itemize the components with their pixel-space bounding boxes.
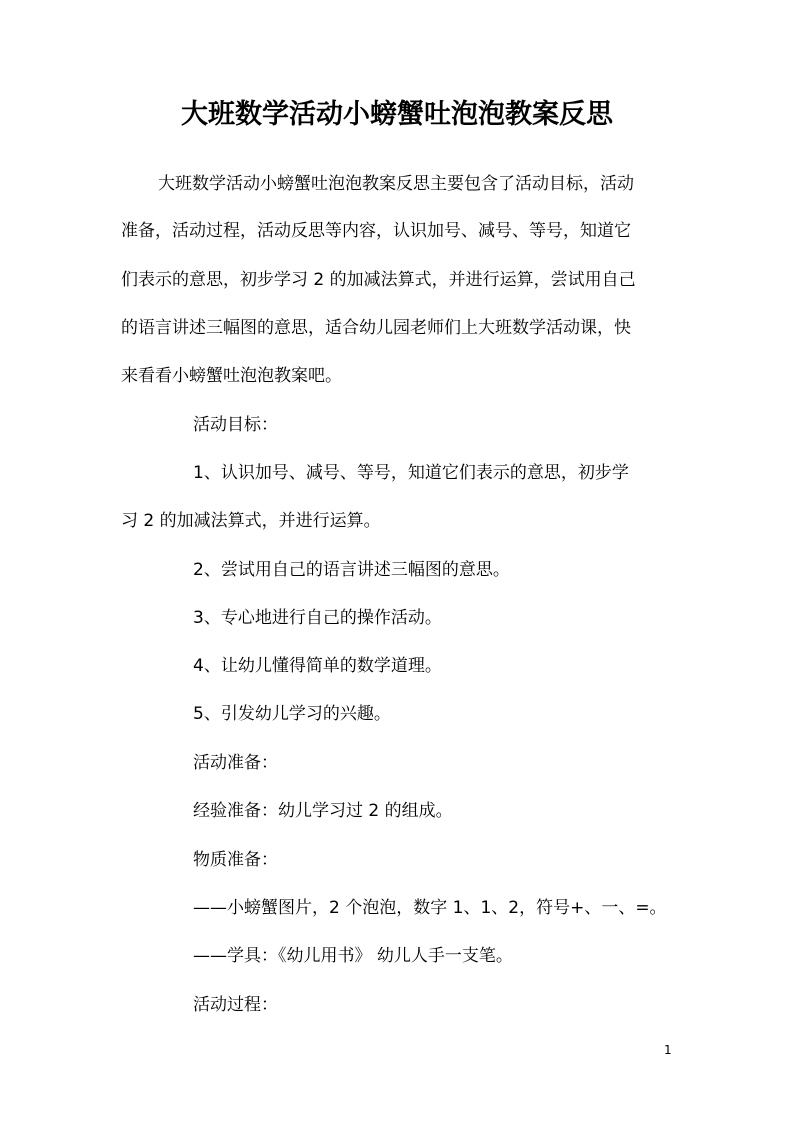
prep-heading: 活动准备： [193,753,278,773]
goal-1-line-2: 习 2 的加减法算式，并进行运算。 [121,511,381,531]
intro-line-2: 准备，活动过程，活动反思等内容，认识加号、减号、等号，知道它 [121,221,631,241]
goal-4: 4、让幼儿懂得简单的数学道理。 [193,656,442,676]
intro-line-1: 大班数学活动小螃蟹吐泡泡教案反思主要包含了活动目标，活动 [158,174,634,194]
prep-experience: 经验准备：幼儿学习过 2 的组成。 [193,801,453,821]
intro-line-3: 们表示的意思，初步学习 2 的加减法算式，并进行运算，尝试用自己 [121,270,636,290]
intro-line-5: 来看看小螃蟹吐泡泡教案吧。 [121,366,342,386]
intro-line-4: 的语言讲述三幅图的意思，适合幼儿园老师们上大班数学活动课，快 [121,318,631,338]
goals-heading: 活动目标： [193,415,278,435]
prep-material-2: ——学具：《幼儿用书》 幼儿人手一支笔。 [193,946,513,966]
page-number: 1 [664,1043,672,1057]
goal-5: 5、引发幼儿学习的兴趣。 [193,704,391,724]
prep-material-heading: 物质准备： [193,850,278,870]
prep-material-1: ——小螃蟹图片，2 个泡泡，数字 1、1、2，符号+、一、=。 [193,898,667,918]
goal-1-line-1: 1、认识加号、减号、等号，知道它们表示的意思，初步学 [193,463,629,483]
document-title: 大班数学活动小螃蟹吐泡泡教案反思 [181,99,613,130]
goal-2: 2、尝试用自己的语言讲述三幅图的意思。 [193,560,510,580]
process-heading: 活动过程： [193,995,278,1015]
goal-3: 3、专心地进行自己的操作活动。 [193,608,442,628]
